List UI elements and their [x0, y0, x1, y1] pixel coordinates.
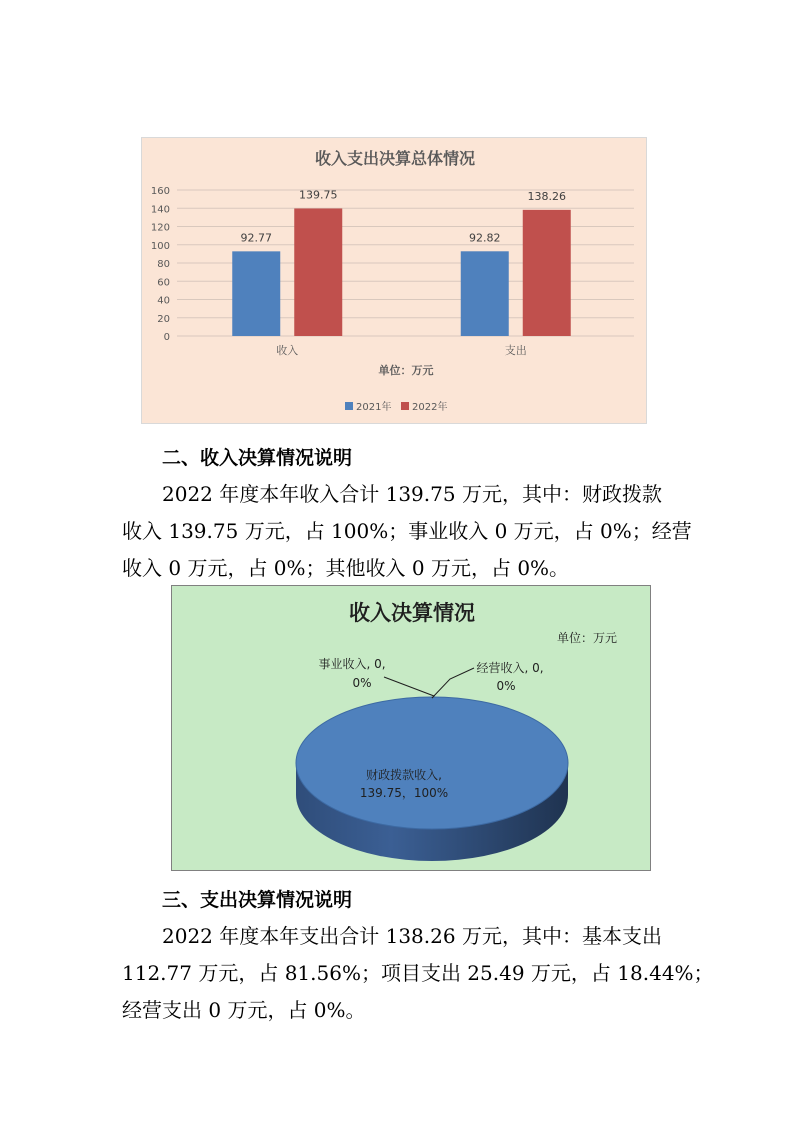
legend-swatch-0 — [345, 402, 353, 410]
y-tick-label: 120 — [150, 222, 170, 234]
pie-label-经营收入-line1: 经营收入, 0, — [476, 661, 544, 675]
legend-swatch-1 — [401, 402, 409, 410]
y-tick-label: 0 — [163, 332, 170, 343]
y-tick-label: 60 — [157, 277, 170, 289]
leader-line-经营收入 — [432, 668, 474, 698]
y-tick-label: 20 — [157, 313, 170, 325]
income-pie-chart — [171, 585, 651, 871]
bar-chart-svg — [142, 138, 648, 425]
pie-label-财政拨款收入-line2: 139.75，100% — [359, 786, 449, 800]
section2-line-2: 收入 139.75 万元，占 100%；事业收入 0 万元，占 0%；经营 — [122, 519, 692, 543]
bar-2022-expense — [523, 210, 571, 336]
pie-slice-财政拨款收入 — [296, 697, 568, 829]
legend-label-1: 2022年 — [412, 402, 448, 413]
bar-data-label: 138.26 — [527, 189, 566, 203]
x-axis-label: 单位：万元 — [378, 364, 434, 377]
section3-line-1: 2022 年度本年支出合计 138.26 万元，其中：基本支出 — [162, 924, 662, 948]
pie-unit-label: 单位：万元 — [557, 631, 618, 645]
bar-2021-expense — [461, 251, 509, 336]
bar-2022-income — [294, 208, 342, 336]
bar-chart-title: 收入支出决算总体情况 — [314, 149, 476, 168]
income-expense-bar-chart — [141, 137, 647, 424]
y-tick-label: 140 — [150, 204, 170, 216]
section2-line-1: 2022 年度本年收入合计 139.75 万元，其中：财政拨款 — [162, 482, 662, 506]
bar-data-label: 92.77 — [240, 231, 272, 245]
y-tick-label: 160 — [150, 186, 170, 197]
bar-data-label: 92.82 — [469, 231, 501, 245]
y-tick-label: 100 — [150, 240, 170, 252]
pie-label-事业收入-line1: 事业收入, 0, — [318, 657, 386, 671]
y-tick-label: 80 — [157, 259, 170, 270]
x-category-label: 支出 — [504, 344, 527, 357]
section3-line-3: 经营支出 0 万元，占 0%。 — [122, 998, 366, 1022]
legend-label-0: 2021年 — [356, 402, 392, 413]
leader-line-事业收入 — [384, 677, 434, 698]
y-tick-label: 40 — [157, 295, 170, 307]
pie-chart-svg — [172, 586, 652, 872]
section2-line-3: 收入 0 万元，占 0%；其他收入 0 万元，占 0%。 — [122, 556, 570, 580]
pie-label-事业收入-line2: 0% — [352, 676, 372, 690]
pie-label-经营收入-line2: 0% — [496, 679, 516, 693]
x-category-label: 收入 — [276, 344, 299, 357]
bar-2021-income — [232, 251, 280, 336]
section3-heading: 三、支出决算情况说明 — [162, 889, 353, 911]
section2-heading: 二、收入决算情况说明 — [162, 447, 353, 469]
section3-line-2: 112.77 万元，占 81.56%；项目支出 25.49 万元，占 18.44%； — [122, 961, 714, 985]
bar-data-label: 139.75 — [299, 188, 338, 202]
pie-chart-title: 收入决算情况 — [349, 601, 475, 625]
pie-label-财政拨款收入-line1: 财政拨款收入, — [366, 768, 442, 782]
section2-paragraph — [122, 476, 692, 587]
section3-paragraph — [122, 918, 714, 1029]
